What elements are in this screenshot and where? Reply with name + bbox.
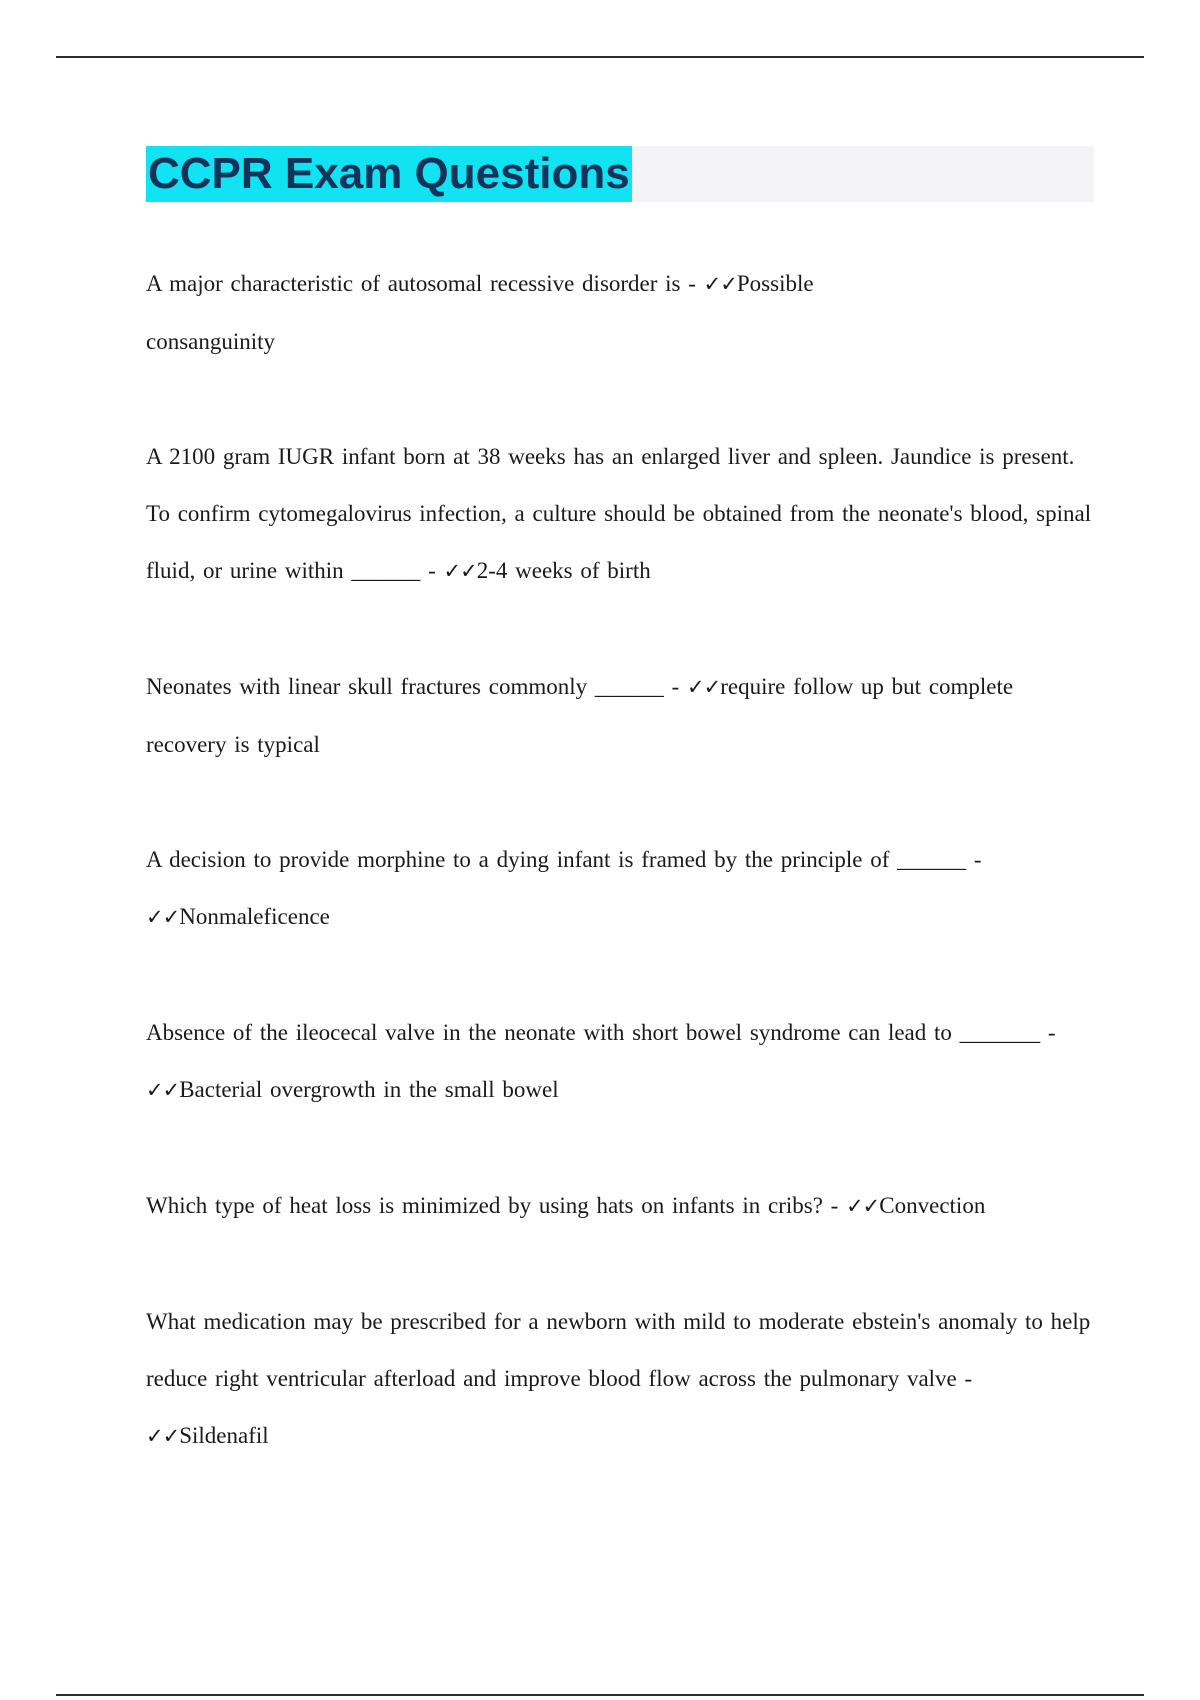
qa-item: [146, 658, 1046, 773]
answer-text: Possible consanguinity: [146, 271, 814, 354]
bottom-rule: [56, 1694, 1144, 1696]
page-title: CCPR Exam Questions: [146, 146, 632, 202]
answer-text: Convection: [879, 1193, 986, 1218]
top-rule: [56, 56, 1144, 58]
qa-list: [146, 255, 1096, 1465]
qa-item: [146, 1293, 1096, 1465]
check-icon: ✓✓: [146, 1078, 180, 1102]
qa-item: [146, 831, 1046, 946]
question-text: Which type of heat loss is minimized by using hats on infants in cribs? -: [146, 1193, 839, 1218]
check-icon: ✓✓: [146, 1424, 180, 1448]
answer-text: require follow up but complete recovery is typical: [146, 674, 1014, 757]
answer-text: Sildenafil: [179, 1423, 269, 1448]
check-icon: ✓✓: [443, 559, 477, 583]
qa-item: [146, 255, 946, 370]
qa-item: [146, 1004, 1096, 1119]
check-icon: ✓✓: [687, 675, 721, 699]
question-text: Neonates with linear skull fractures commonly ______ -: [146, 674, 680, 699]
answer-text: Bacterial overgrowth in the small bowel: [179, 1077, 559, 1102]
answer-text: 2-4 weeks of birth: [476, 558, 651, 583]
question-text: A decision to provide morphine to a dying infant is framed by the principle of ______ -: [146, 847, 982, 872]
question-text: A 2100 gram IUGR infant born at 38 weeks has an enlarged liver and spleen. Jaundice is present. To confirm cytomegalovirus infection, a culture should be obtained from the neonate's blood, spinal fluid, or urine within ______ -: [146, 444, 1092, 583]
qa-item: [146, 428, 1096, 600]
question-text: A major characteristic of autosomal recessive disorder is -: [146, 271, 696, 296]
question-text: Absence of the ileocecal valve in the neonate with short bowel syndrome can lead to _______ -: [146, 1020, 1056, 1045]
check-icon: ✓✓: [846, 1194, 880, 1218]
check-icon: ✓✓: [703, 272, 737, 296]
answer-text: Nonmaleficence: [179, 904, 330, 929]
check-icon: ✓✓: [146, 905, 180, 929]
qa-item: [146, 1177, 1096, 1235]
question-text: What medication may be prescribed for a newborn with mild to moderate ebstein's anomaly to help reduce right ventricular afterload and improve blood flow across the pulmonary valve -: [146, 1309, 1091, 1391]
